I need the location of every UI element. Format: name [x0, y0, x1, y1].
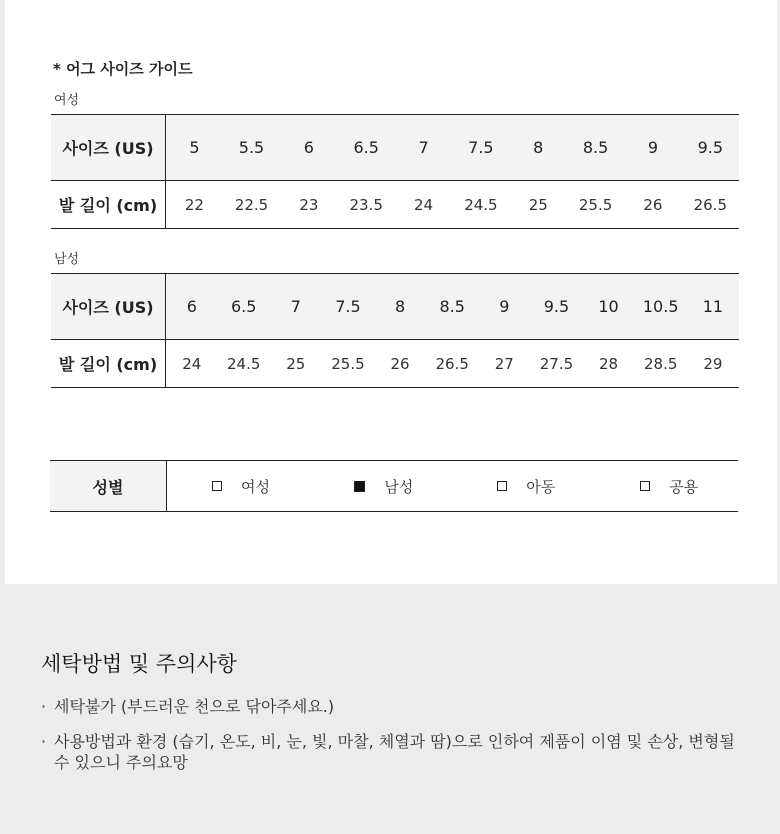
care-note-text: 사용방법과 환경 (습기, 온도, 비, 눈, 빛, 마찰, 체열과 땀)으로 인하여 제품이 이염 및 손상, 변형될 수 있으니 주의요망: [54, 732, 735, 772]
length-cell: 29: [703, 354, 723, 373]
length-cell: 25: [528, 195, 548, 214]
length-cell: 26.5: [435, 354, 469, 373]
men-size-row: [51, 274, 739, 340]
length-cell: 25.5: [578, 195, 613, 214]
size-cell: 9.5: [697, 138, 724, 157]
gender-header: 성별: [50, 461, 167, 512]
gender-row: [50, 461, 738, 512]
size-cell: 7.5: [335, 297, 361, 316]
size-cell: 5.5: [238, 138, 265, 157]
size-cell: 8.5: [439, 297, 465, 316]
care-note-item: [41, 696, 741, 717]
gender-option-label: 여성: [241, 477, 270, 496]
length-cell: 25.5: [331, 354, 365, 373]
size-row-header: 사이즈 (US): [51, 115, 166, 181]
checkbox-checked-icon[interactable]: [354, 481, 365, 492]
size-cell: 7: [418, 138, 429, 157]
size-cell: 8: [533, 138, 544, 157]
women-size-row: [51, 115, 739, 181]
care-note-text: 세탁불가 (부드러운 천으로 닦아주세요.): [54, 697, 335, 716]
gender-table: [50, 460, 738, 512]
gender-option[interactable]: [309, 461, 452, 512]
size-cell: 9: [647, 138, 659, 157]
length-cell: 28.5: [643, 354, 678, 373]
gender-option-label: 아동: [526, 477, 556, 496]
gender-option-wrap: [310, 476, 451, 497]
gender-option-label: 남성: [384, 477, 414, 496]
gender-option[interactable]: [452, 461, 595, 512]
gender-option[interactable]: [167, 461, 310, 512]
size-guide-panel: [5, 0, 777, 584]
size-cell: 6: [186, 297, 197, 316]
size-cell: 6: [303, 138, 314, 157]
length-cell: 22.5: [234, 195, 269, 214]
size-cell: 9.5: [543, 297, 570, 316]
size-cell: 11: [702, 297, 724, 316]
size-cell: 5: [189, 138, 200, 157]
gender-option-wrap: [168, 476, 308, 497]
length-cell: 22: [184, 195, 204, 214]
size-cell: 6.5: [230, 297, 257, 316]
size-guide-title: * 어그 사이즈 가이드: [53, 60, 193, 78]
length-cell: 23.5: [349, 195, 383, 214]
gender-option-label: 공용: [669, 477, 699, 496]
length-cell: 26: [643, 195, 663, 214]
size-cell: 7.5: [468, 138, 494, 157]
men-label: 남성: [54, 252, 80, 267]
care-title: 세탁방법 및 주의사항: [41, 652, 237, 676]
gender-option-wrap: [596, 476, 737, 497]
gender-option[interactable]: [595, 461, 738, 512]
length-cell: 27.5: [539, 354, 574, 373]
length-cell: 23: [299, 195, 319, 214]
checkbox-empty-icon[interactable]: [212, 481, 222, 491]
women-size-table: [51, 114, 739, 229]
length-row-header: 발 길이 (cm): [51, 340, 166, 388]
bullet-icon: ·: [41, 697, 47, 716]
size-cell: 10.5: [642, 297, 679, 316]
length-cell: 28: [599, 354, 619, 373]
length-cell: 24.5: [464, 195, 498, 214]
checkbox-empty-icon[interactable]: [640, 481, 650, 491]
length-cell: 26.5: [693, 195, 727, 214]
care-note-item: [41, 731, 741, 773]
length-cell: 24.5: [226, 354, 261, 373]
length-cell: 24: [182, 354, 202, 373]
length-cell: 24: [414, 195, 434, 214]
women-length-row: [51, 181, 739, 229]
gender-option-wrap: [453, 476, 594, 497]
size-cell: 7: [290, 297, 301, 316]
bullet-icon: ·: [41, 732, 47, 751]
size-cell: 9: [499, 297, 510, 316]
length-cell: 27: [494, 354, 514, 373]
checkbox-empty-icon[interactable]: [497, 481, 507, 491]
size-cell: 6.5: [353, 138, 379, 157]
length-cell: 25: [286, 354, 306, 373]
care-notes-list: [41, 696, 741, 787]
length-row-header: 발 길이 (cm): [51, 181, 166, 229]
women-label: 여성: [54, 93, 80, 108]
men-length-row: [51, 340, 739, 388]
size-cell: 8.5: [582, 138, 609, 157]
size-row-header: 사이즈 (US): [51, 274, 166, 340]
size-cell: 8: [394, 297, 406, 316]
length-cell: 26: [390, 354, 410, 373]
size-cell: 10: [598, 297, 619, 316]
men-size-table: [51, 273, 739, 388]
